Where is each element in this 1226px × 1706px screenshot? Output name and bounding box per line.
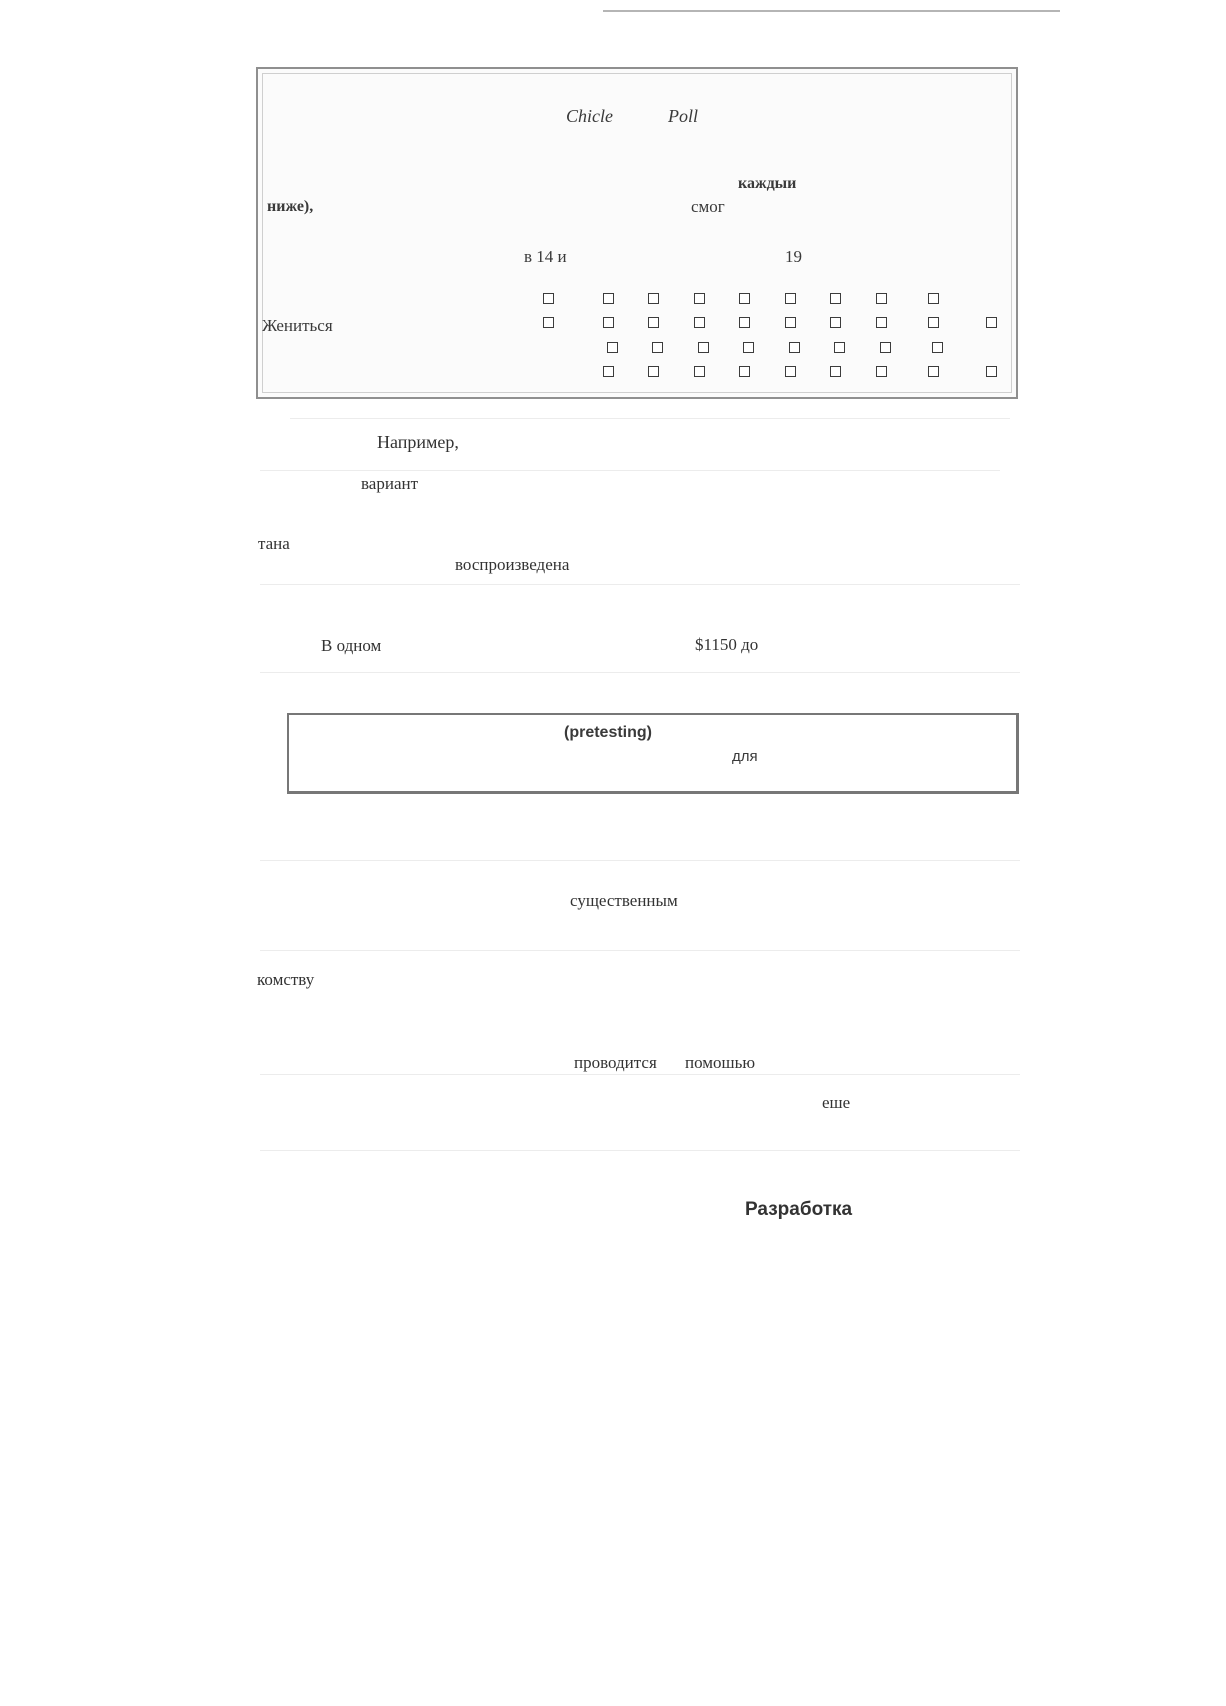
callout-pretesting: (pretesting) bbox=[564, 724, 652, 741]
section-heading: Разработка bbox=[745, 1199, 853, 1220]
label-zhenitsya: Жениться bbox=[262, 316, 333, 335]
callout-box bbox=[287, 713, 1019, 794]
text-komstvu: комству bbox=[257, 970, 315, 989]
checkbox[interactable] bbox=[928, 317, 939, 328]
checkbox[interactable] bbox=[648, 293, 659, 304]
checkbox[interactable] bbox=[928, 293, 939, 304]
label-19: 19 bbox=[785, 247, 802, 266]
checkbox[interactable] bbox=[603, 366, 614, 377]
checkbox[interactable] bbox=[830, 366, 841, 377]
checkbox[interactable] bbox=[830, 317, 841, 328]
checkbox[interactable] bbox=[880, 342, 891, 353]
checkbox[interactable] bbox=[603, 293, 614, 304]
text-vosproizvedena: воспроизведена bbox=[455, 555, 570, 574]
checkbox[interactable] bbox=[739, 317, 750, 328]
top-rule bbox=[603, 10, 1060, 12]
survey-box-inner-border bbox=[262, 73, 1012, 393]
checkbox[interactable] bbox=[834, 342, 845, 353]
faint-line bbox=[260, 470, 1000, 471]
checkbox[interactable] bbox=[652, 342, 663, 353]
faint-line bbox=[260, 672, 1020, 673]
faint-line bbox=[260, 584, 1020, 585]
checkbox[interactable] bbox=[876, 293, 887, 304]
checkbox[interactable] bbox=[648, 366, 659, 377]
checkbox[interactable] bbox=[694, 366, 705, 377]
checkbox[interactable] bbox=[648, 317, 659, 328]
text-pomoshyu: помошью bbox=[685, 1053, 756, 1072]
text-sushchestvennym: существенным bbox=[570, 891, 678, 910]
text-v-odnom: В одном bbox=[321, 636, 382, 655]
label-poll: Poll bbox=[668, 106, 698, 126]
checkbox[interactable] bbox=[986, 317, 997, 328]
checkbox[interactable] bbox=[698, 342, 709, 353]
callout-dlya: для bbox=[732, 748, 758, 765]
checkbox[interactable] bbox=[785, 317, 796, 328]
checkbox[interactable] bbox=[743, 342, 754, 353]
checkbox[interactable] bbox=[986, 366, 997, 377]
checkbox[interactable] bbox=[785, 293, 796, 304]
checkbox[interactable] bbox=[928, 366, 939, 377]
text-eshe: еше bbox=[822, 1093, 851, 1112]
faint-line bbox=[290, 418, 1010, 419]
checkbox[interactable] bbox=[543, 293, 554, 304]
text-price: $1150 до bbox=[695, 635, 759, 654]
text-provoditsya: проводится bbox=[574, 1053, 657, 1072]
faint-line bbox=[260, 1150, 1020, 1151]
checkbox[interactable] bbox=[789, 342, 800, 353]
faint-line bbox=[260, 950, 1020, 951]
checkbox[interactable] bbox=[603, 317, 614, 328]
checkbox[interactable] bbox=[876, 366, 887, 377]
text-naprimer: Например, bbox=[377, 432, 459, 452]
text-tana: тана bbox=[258, 534, 290, 553]
checkbox[interactable] bbox=[607, 342, 618, 353]
label-kazhdyi: каждыи bbox=[738, 175, 797, 192]
faint-line bbox=[260, 860, 1020, 861]
survey-box bbox=[256, 67, 1018, 399]
checkbox[interactable] bbox=[694, 293, 705, 304]
checkbox[interactable] bbox=[830, 293, 841, 304]
checkbox[interactable] bbox=[785, 366, 796, 377]
faint-line bbox=[260, 1074, 1020, 1075]
checkbox[interactable] bbox=[739, 366, 750, 377]
checkbox[interactable] bbox=[932, 342, 943, 353]
label-chicle: Chicle bbox=[566, 106, 613, 126]
text-variant: вариант bbox=[361, 474, 419, 493]
checkbox[interactable] bbox=[694, 317, 705, 328]
checkbox[interactable] bbox=[876, 317, 887, 328]
label-nizhe: ниже), bbox=[267, 198, 314, 215]
checkbox[interactable] bbox=[739, 293, 750, 304]
label-smog: смог bbox=[691, 197, 725, 216]
label-v14i: в 14 и bbox=[524, 247, 567, 266]
checkbox[interactable] bbox=[543, 317, 554, 328]
